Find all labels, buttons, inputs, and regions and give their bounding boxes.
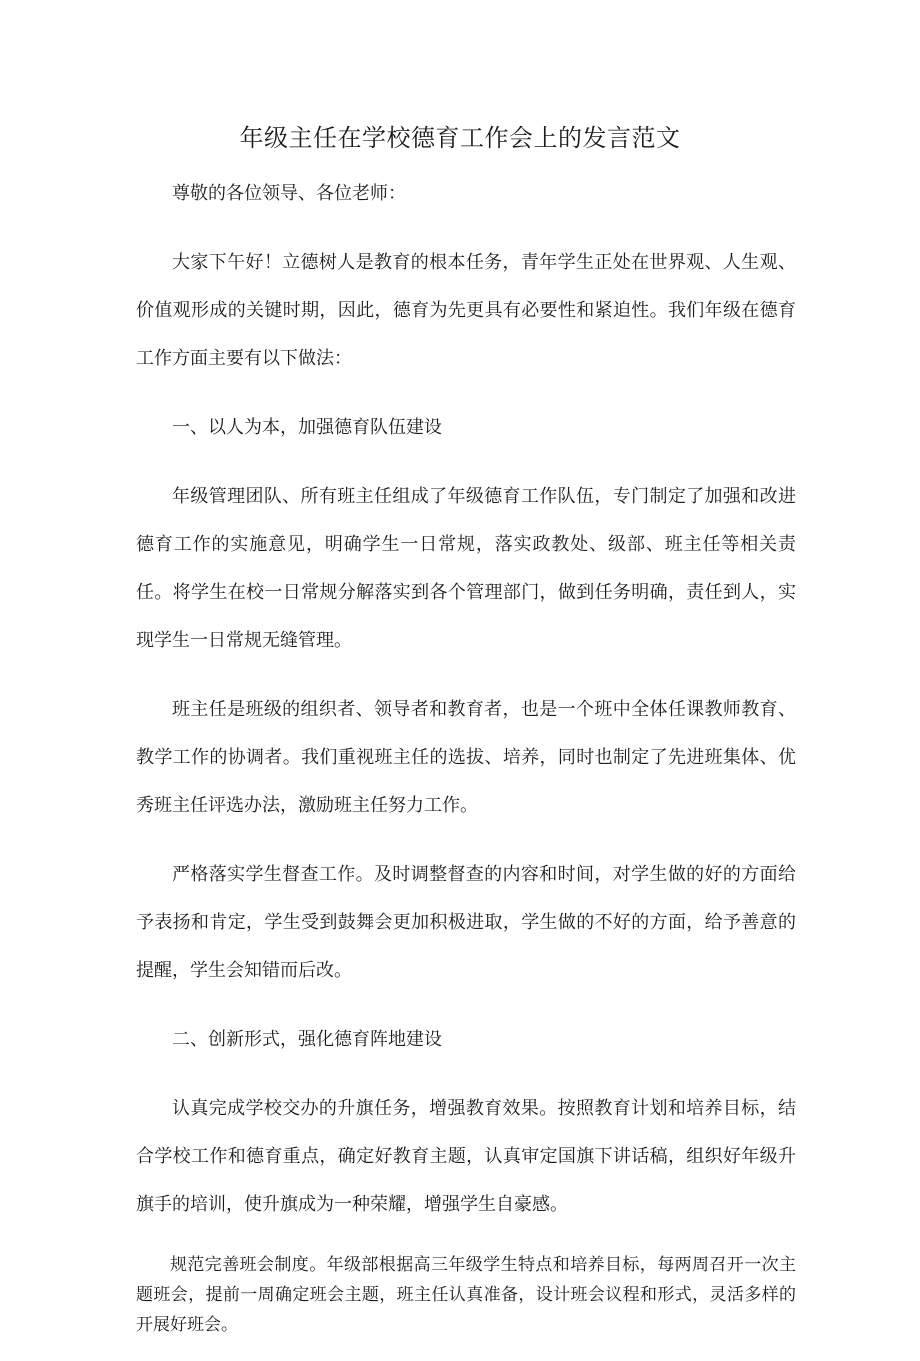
document-title: 年级主任在学校德育工作会上的发言范文 (239, 124, 681, 152)
salutation-paragraph: 尊敬的各位领导、各位老师： (172, 183, 406, 204)
section-heading-2: 二、创新形式，强化德育阵地建设 (172, 1029, 442, 1050)
body-paragraph: 年级管理团队、所有班主任组成了年级德育工作队伍，专门制定了加强和改进德育工作的实施意见，明确学生一日常规，落实政教处、级部、班主任等相关责任。将学生在校一日常规分解落实到各个管理部门，做到任务明确，责任到人，实现学生一日常规无缝管理。 (136, 486, 796, 651)
body-paragraph: 严格落实学生督查工作。及时调整督查的内容和时间，对学生做的好的方面给予表扬和肯定，学生受到鼓舞会更加积极进取，学生做的不好的方面，给予善意的提醒，学生会知错而后改。 (136, 864, 796, 981)
intro-paragraph: 大家下午好！立德树人是教育的根本任务，青年学生正处在世界观、人生观、价值观形成的关键时期，因此，德育为先更具有必要性和紧迫性。我们年级在德育工作方面主要有以下做法： (136, 252, 796, 369)
body-paragraph: 认真完成学校交办的升旗任务，增强教育效果。按照教育计划和培养目标，结合学校工作和德育重点，确定好教育主题，认真审定国旗下讲话稿，组织好年级升旗手的培训，使升旗成为一种荣耀，增强学生自豪感。 (136, 1098, 796, 1215)
document-body (136, 170, 796, 1361)
body-paragraph: 班主任是班级的组织者、领导者和教育者，也是一个班中全体任课教师教育、教学工作的协调者。我们重视班主任的选拔、培养，同时也制定了先进班集体、优秀班主任评选办法，激励班主任努力工作。 (136, 699, 796, 816)
section-heading-1: 一、以人为本，加强德育队伍建设 (172, 417, 442, 438)
body-paragraph: 规范完善班会制度。年级部根据高三年级学生特点和培养目标，每两周召开一次主题班会，提前一周确定班会主题，班主任认真准备，设计班会议程和形式，灵活多样的开展好班会。 (136, 1255, 796, 1335)
